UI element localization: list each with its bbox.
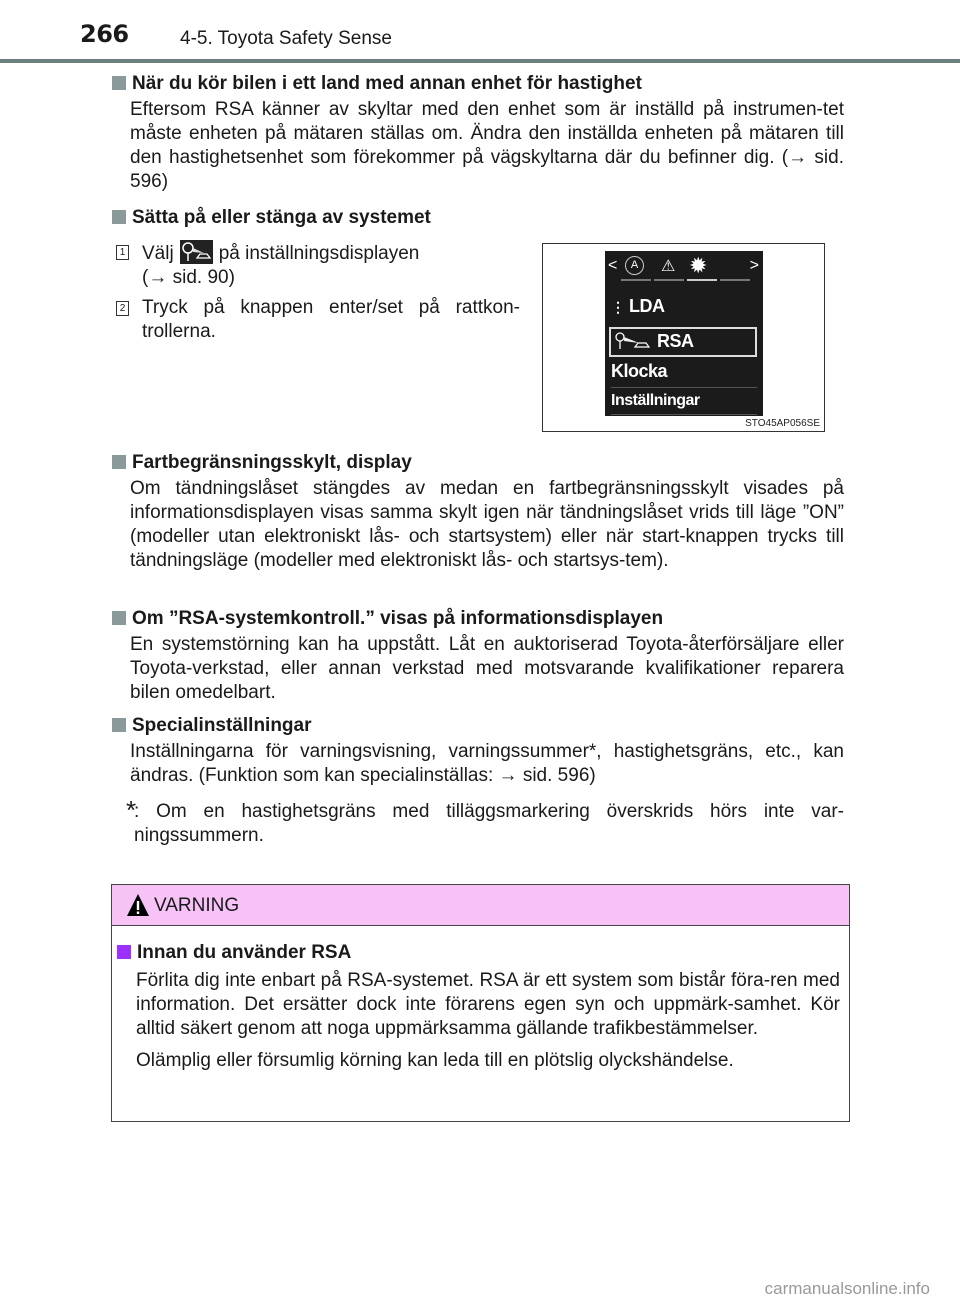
warning-title: VARNING <box>154 895 240 916</box>
section-system-check <box>112 607 844 705</box>
settings-display-figure <box>542 243 825 432</box>
bullet-square-icon <box>112 718 126 732</box>
figure-caption: STO45AP056SE <box>745 418 820 429</box>
header-divider <box>0 59 960 63</box>
auto-icon: A <box>625 256 644 275</box>
section-custom-settings <box>112 714 844 788</box>
section-heading: Om ”RSA-systemkontroll.” visas på informationsdisplayen <box>132 608 664 629</box>
bullet-square-icon <box>112 210 126 224</box>
section-text: Om tändningslåset stängdes av medan en fartbegränsningsskylt visades på informationsdisplayen visas samma skylt igen när tändningslåset vrids till läge ”ON” (modeller utan elektroniskt lås- och startsystem) eller när start-knappen trycks till tändningsläge (modeller med elektroniskt lås- och startsys-tem). <box>130 478 844 571</box>
menu-item-klocka[interactable]: Klocka <box>611 361 668 381</box>
section-heading: Fartbegränsningsskylt, display <box>132 452 412 473</box>
section-speed-sign-display <box>112 451 844 573</box>
bullet-square-icon <box>112 455 126 469</box>
info-display-screen <box>605 251 763 416</box>
section-title: 4-5. Toyota Safety Sense <box>180 28 392 49</box>
section-heading: Sätta på eller stänga av systemet <box>132 207 431 228</box>
warning-paragraph: Förlita dig inte enbart på RSA-systemet. RSA är ett system som bistår föra-ren med information. Det ersätter dock inte förarens egen syn och uppmärk-samhet. Kör alltid säkert genom att noga uppmärksamma gällande trafikbestämmelser. <box>136 970 840 1039</box>
section-text: Eftersom RSA känner av skyltar med den enhet som är inställd på instrumen-tet måste enheten på mätaren ställas om. Ändra den inställda enheten på mätaren till den hastighetsenhet som förekommer på vägskyltarna där du befinner dig. (→ sid. 596) <box>130 99 844 192</box>
bullet-square-icon <box>112 611 126 625</box>
page-header <box>0 0 960 62</box>
section-heading: När du kör bilen i ett land med annan enhet för hastighet <box>132 73 642 94</box>
warning-heading: Innan du använder RSA <box>137 942 352 963</box>
footnote <box>112 795 844 848</box>
page-number: 266 <box>80 20 129 48</box>
section-toggle-system <box>112 206 844 230</box>
step-1: 1 Välj på inställningsdisplayen (→ sid. 90) <box>112 240 512 290</box>
section-text: Inställningarna för varningsvisning, varningssummer*, hastighetsgräns, etc., kan ändras. (Funktion som kan specialinställas: → sid. 596) <box>130 741 844 786</box>
step-number: 2 <box>116 301 129 316</box>
chevron-right-icon: > <box>749 257 759 274</box>
footnote-mark: * <box>126 795 137 825</box>
rsa-sign-icon <box>613 331 653 356</box>
step-2: 2 Tryck på knappen enter/set på rattkon-trollerna. <box>112 296 520 344</box>
warning-box <box>111 884 850 1122</box>
warning-header <box>112 885 849 926</box>
section-heading: Specialinställningar <box>132 715 312 736</box>
gear-icon: ✹ <box>689 253 708 278</box>
bullet-square-icon <box>117 945 131 959</box>
warning-triangle-icon <box>126 893 150 922</box>
watermark: carmanualsonline.info <box>764 1279 930 1298</box>
rsa-sign-icon <box>180 240 213 264</box>
menu-item-installningar[interactable]: Inställningar <box>611 392 700 409</box>
menu-item-lda[interactable]: ⋮ LDA <box>611 296 665 316</box>
warning-body <box>118 941 840 1073</box>
lane-icon: ⋮ <box>611 299 625 315</box>
step-number: 1 <box>116 245 129 260</box>
warning-paragraph: Olämplig eller försumlig körning kan leda till en plötslig olyckshändelse. <box>136 1050 734 1071</box>
chevron-left-icon: < <box>608 257 618 274</box>
warning-tab-icon: ⚠ <box>661 258 676 275</box>
section-unit-change <box>112 72 844 194</box>
display-tab-bar <box>605 253 763 280</box>
section-text: En systemstörning kan ha uppstått. Låt en auktoriserad Toyota-återförsäljare eller Toyota-verkstad, eller annan verkstad med motsvarande kvalifikationer reparera bilen omedelbart. <box>130 634 844 703</box>
footnote-text: : Om en hastighetsgräns med tilläggsmarkering överskrids hörs inte var-ningssummern. <box>134 801 844 846</box>
bullet-square-icon <box>112 76 126 90</box>
menu-item-rsa-selected[interactable]: RSA <box>609 327 757 357</box>
